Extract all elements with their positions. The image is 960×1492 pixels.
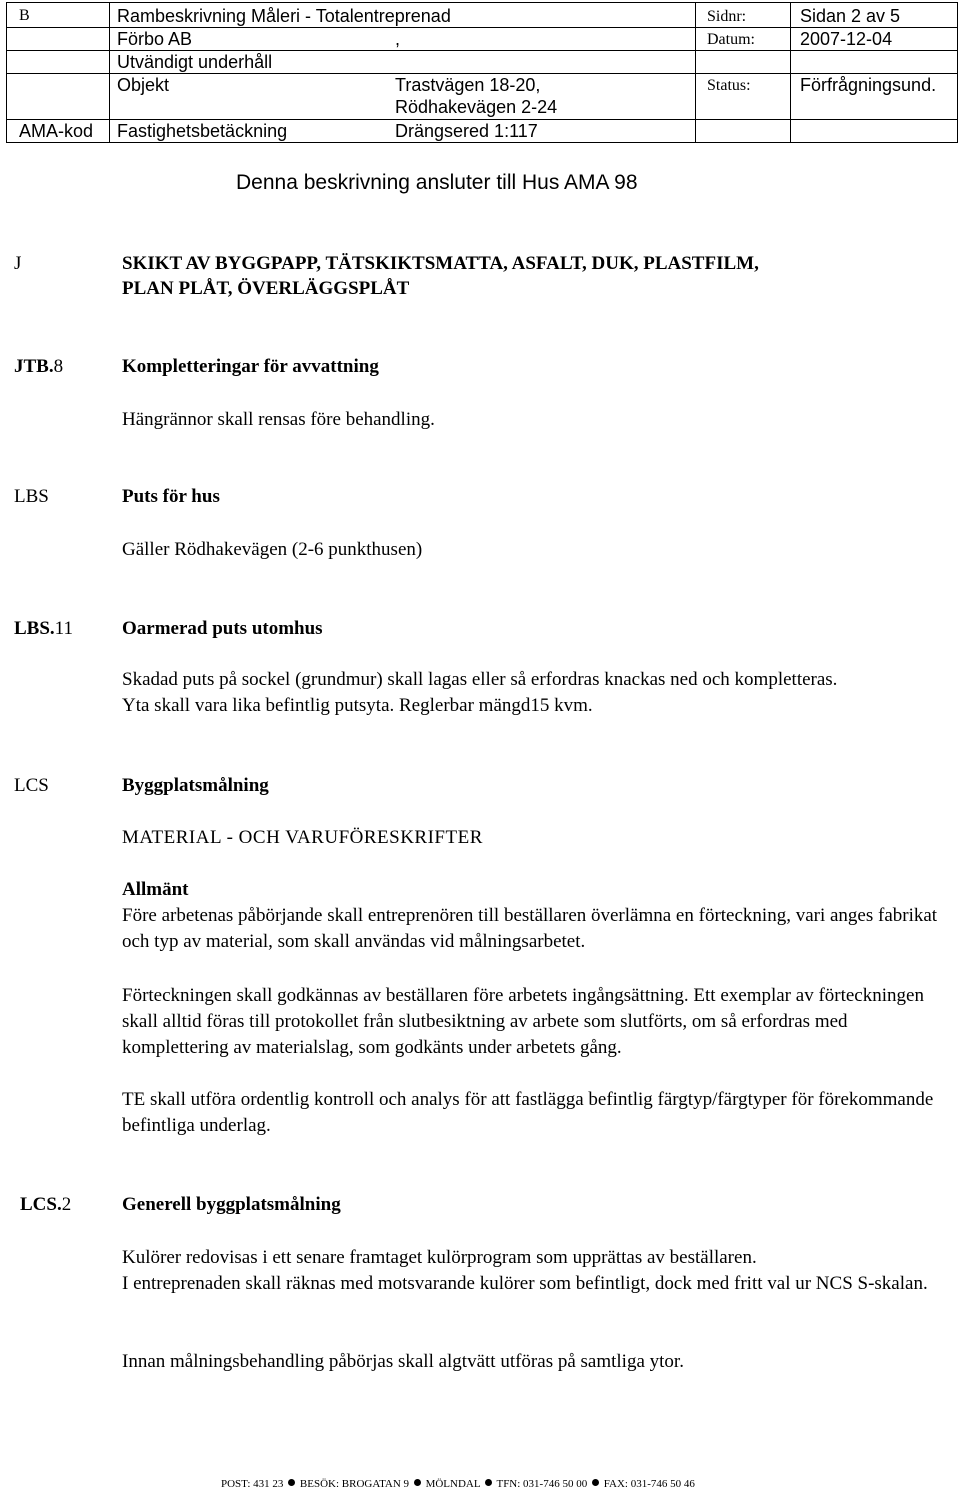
bullet-icon [592, 1479, 599, 1486]
date-label: Datum: [707, 31, 755, 48]
section-code-number: 11 [54, 618, 73, 639]
page-footer [221, 1477, 695, 1491]
general-subheading: Allmänt [122, 879, 189, 900]
section-code-jtb8 [14, 355, 63, 379]
ama-code-label: AMA-kod [19, 121, 94, 141]
section-code-lcs: LCS [14, 775, 49, 796]
document-title: Rambeskrivning Måleri - Totalentreprenad [117, 6, 451, 26]
section-text-lcs2-p2: Innan målningsbehandling påbörjas skall algtvätt utföras på samtliga ytor. [122, 1351, 684, 1372]
section-heading-lcs: Byggplatsmålning [122, 775, 269, 796]
date-value: 2007-12-04 [800, 29, 893, 49]
header-code: B [19, 7, 30, 24]
footer-fax: FAX: 031-746 50 46 [603, 1478, 695, 1490]
property-label: Fastighetsbetäckning [117, 121, 288, 141]
section-heading-j-line2: PLAN PLÅT, ÖVERLÄGGSPLÅT [122, 278, 410, 299]
section-text-lcs-p1: Före arbetenas påbörjande skall entreprenören till beställaren överlämna en förteckning, vari anges fabrikat och typ av material, som skall användas vid målningsarbetet. [122, 905, 938, 952]
section-code-number: 8 [53, 356, 64, 377]
page-label: Sidnr: [707, 8, 747, 25]
material-requirements-heading: MATERIAL - OCH VARUFÖRESKRIFTER [122, 827, 483, 848]
section-heading-jtb8: Kompletteringar för avvattning [122, 356, 379, 377]
bullet-icon [414, 1479, 421, 1486]
footer-city: MÖLNDAL [425, 1478, 481, 1490]
section-text-lbs: Gäller Rödhakevägen (2-6 punkthusen) [122, 539, 423, 560]
bullet-icon [485, 1479, 492, 1486]
section-text-lcs-p2: Förteckningen skall godkännas av beställaren före arbetets ingångsättning. Ett exemplar av förteckningen skall alltid föras till protokollet från slutbesiktning av arbete som slutförts, om så erfordras med komplettering av materialslag, som godkänts under arbetets gång. [122, 985, 924, 1058]
section-code-number: 2 [61, 1194, 72, 1215]
property-value: Drängsered 1:117 [395, 121, 538, 141]
section-heading-j-line1: SKIKT AV BYGGPAPP, TÄTSKIKTSMATTA, ASFALT, DUK, PLASTFILM, [122, 253, 759, 274]
footer-visit: BESÖK: BROGATAN 9 [299, 1478, 410, 1490]
section-text-jtb8: Hängrännor skall rensas före behandling. [122, 409, 435, 430]
page-number: Sidan 2 av 5 [800, 6, 901, 26]
status-value: Förfrågningsund. [800, 75, 937, 95]
section-code-j: J [14, 253, 22, 274]
client-name: Förbo AB [117, 29, 193, 49]
section-heading-lbs: Puts för hus [122, 486, 220, 507]
section-text-lcs2-line2: I entreprenaden skall räknas med motsvarande kulörer som befintligt, dock med fritt val ur NCS S-skalan. [122, 1273, 928, 1294]
footer-post: POST: 431 23 [221, 1478, 284, 1490]
object-address-2: Rödhakevägen 2-24 [395, 97, 558, 117]
section-code-lbs11 [14, 617, 73, 641]
document-subtitle: Denna beskrivning ansluter till Hus AMA 98 [236, 171, 638, 194]
object-label: Objekt [117, 75, 170, 95]
object-address-1: Trastvägen 18-20, [395, 75, 541, 95]
section-code-prefix: LBS. [14, 618, 55, 639]
section-text-lcs-p3: TE skall utföra ordentlig kontroll och analys för att fastlägga befintlig färgtyp/färgtyper för förekommande befintliga underlag. [122, 1089, 934, 1136]
bullet-icon [288, 1479, 295, 1486]
section-heading-lbs11: Oarmerad puts utomhus [122, 618, 323, 639]
section-code-lcs2 [20, 1193, 71, 1217]
section-code-prefix: JTB. [14, 356, 54, 377]
client-comma: , [395, 29, 401, 49]
section-code-lbs: LBS [14, 486, 49, 507]
section-text-lbs11: Skadad puts på sockel (grundmur) skall lagas eller så erfordras knackas ned och kompletteras. Yta skall vara lika befintlig putsyta. Reglerbar mängd15 kvm. [122, 669, 838, 716]
footer-phone: TFN: 031-746 50 00 [496, 1478, 588, 1490]
status-label: Status: [707, 77, 751, 94]
section-heading-lcs2: Generell byggplatsmålning [122, 1194, 341, 1215]
document-header [6, 2, 958, 143]
section-text-lcs2-line1: Kulörer redovisas i ett senare framtaget kulörprogram som upprättas av beställaren. [122, 1247, 757, 1268]
project-subject: Utvändigt underhåll [117, 52, 273, 72]
section-code-prefix: LCS. [20, 1194, 62, 1215]
